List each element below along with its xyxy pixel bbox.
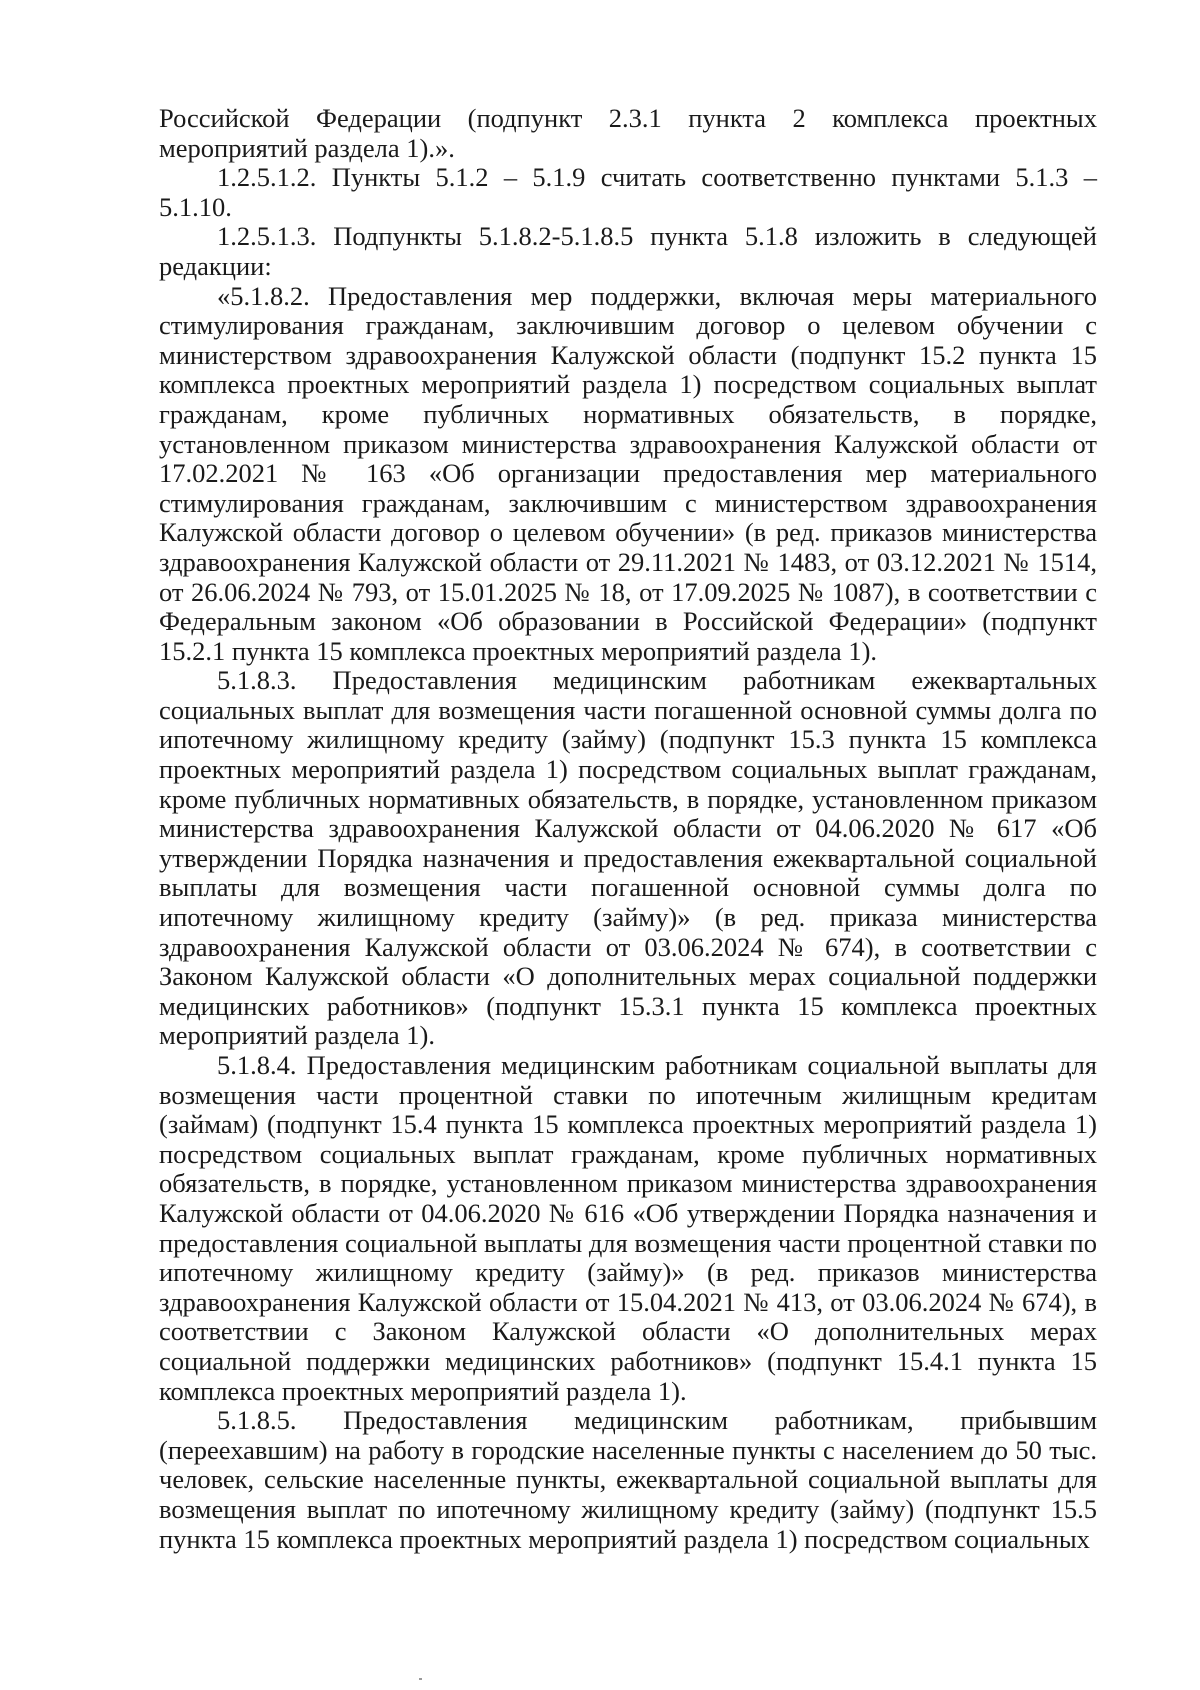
document-body — [159, 104, 1097, 1554]
paragraph-5-1-8-2: «5.1.8.2. Предоставления мер поддержки, включая меры материального стимулирования гражданам, заключившим договор о целевом обучении с министерством здравоохранения Калужской области (подпункт 15.2 пункта 15 комплекса проектных мероприятий раздела 1) посредством социальных выплат гражданам, кроме публичных нормативных обязательств, в порядке, установленном приказом министерства здравоохранения Калужской области от 17.02.2021 № 163 «Об организации предоставления мер материального стимулирования гражданам, заключившим с министерством здравоохранения Калужской области договор о целевом обучении» (в ред. приказов министерства здравоохранения Калужской области от 29.11.2021 № 1483, от 03.12.2021 № 1514, от 26.06.2024 № 793, от 15.01.2025 № 18, от 17.09.2025 № 1087), в соответствии с Федеральным законом «Об образовании в Российской Федерации» (подпункт 15.2.1 пункта 15 комплекса проектных мероприятий раздела 1). — [159, 280, 1097, 666]
paragraph-1-2-5-1-2: 1.2.5.1.2. Пункты 5.1.2 – 5.1.9 считать соответственно пунктами 5.1.3 – 5.1.10. — [159, 162, 1097, 222]
paragraph-5-1-8-4: 5.1.8.4. Предоставления медицинским работникам социальной выплаты для возмещения части процентной ставки по ипотечным жилищным кредитам (займам) (подпункт 15.4 пункта 15 комплекса проектных мероприятий раздела 1) посредством социальных выплат гражданам, кроме публичных нормативных обязательств, в порядке, установленном приказом министерства здравоохранения Калужской области от 04.06.2020 № 616 «Об утверждении Порядка назначения и предоставления социальной выплаты для возмещения части процентной ставки по ипотечному жилищному кредиту (займу)» (в ред. приказов министерства здравоохранения Калужской области от 15.04.2021 № 413, от 03.06.2024 № 674), в соответствии с Законом Калужской области «О дополнительных мерах социальной поддержки медицинских работников» (подпункт 15.4.1 пункта 15 комплекса проектных мероприятий раздела 1). — [159, 1050, 1097, 1406]
paragraph-continuation: Российской Федерации (подпункт 2.3.1 пункта 2 комплекса проектных мероприятий раздела 1).». — [159, 103, 1097, 163]
paragraph-1-2-5-1-3: 1.2.5.1.3. Подпункты 5.1.8.2-5.1.8.5 пункта 5.1.8 изложить в следующей редакции: — [159, 221, 1097, 281]
paragraph-5-1-8-5: 5.1.8.5. Предоставления медицинским работникам, прибывшим (переехавшим) на работу в городские населенные пункты с населением до 50 тыс. человек, сельские населенные пункты, ежеквартальной социальной выплаты для возмещения выплат по ипотечному жилищному кредиту (займу) (подпункт 15.5 пункта 15 комплекса проектных мероприятий раздела 1) посредством социальных — [159, 1405, 1097, 1554]
paragraph-5-1-8-3: 5.1.8.3. Предоставления медицинским работникам ежеквартальных социальных выплат для возмещения части погашенной основной суммы долга по ипотечному жилищному кредиту (займу) (подпункт 15.3 пункта 15 комплекса проектных мероприятий раздела 1) посредством социальных выплат гражданам, кроме публичных нормативных обязательств, в порядке, установленном приказом министерства здравоохранения Калужской области от 04.06.2020 № 617 «Об утверждении Порядка назначения и предоставления ежеквартальной социальной выплаты для возмещения части погашенной основной суммы долга по ипотечному жилищному кредиту (займу)» (в ред. приказа министерства здравоохранения Калужской области от 03.06.2024 № 674), в соответствии с Законом Калужской области «О дополнительных мерах социальной поддержки медицинских работников» (подпункт 15.3.1 пункта 15 комплекса проектных мероприятий раздела 1). — [159, 665, 1097, 1051]
scan-artifact — [419, 1678, 422, 1680]
